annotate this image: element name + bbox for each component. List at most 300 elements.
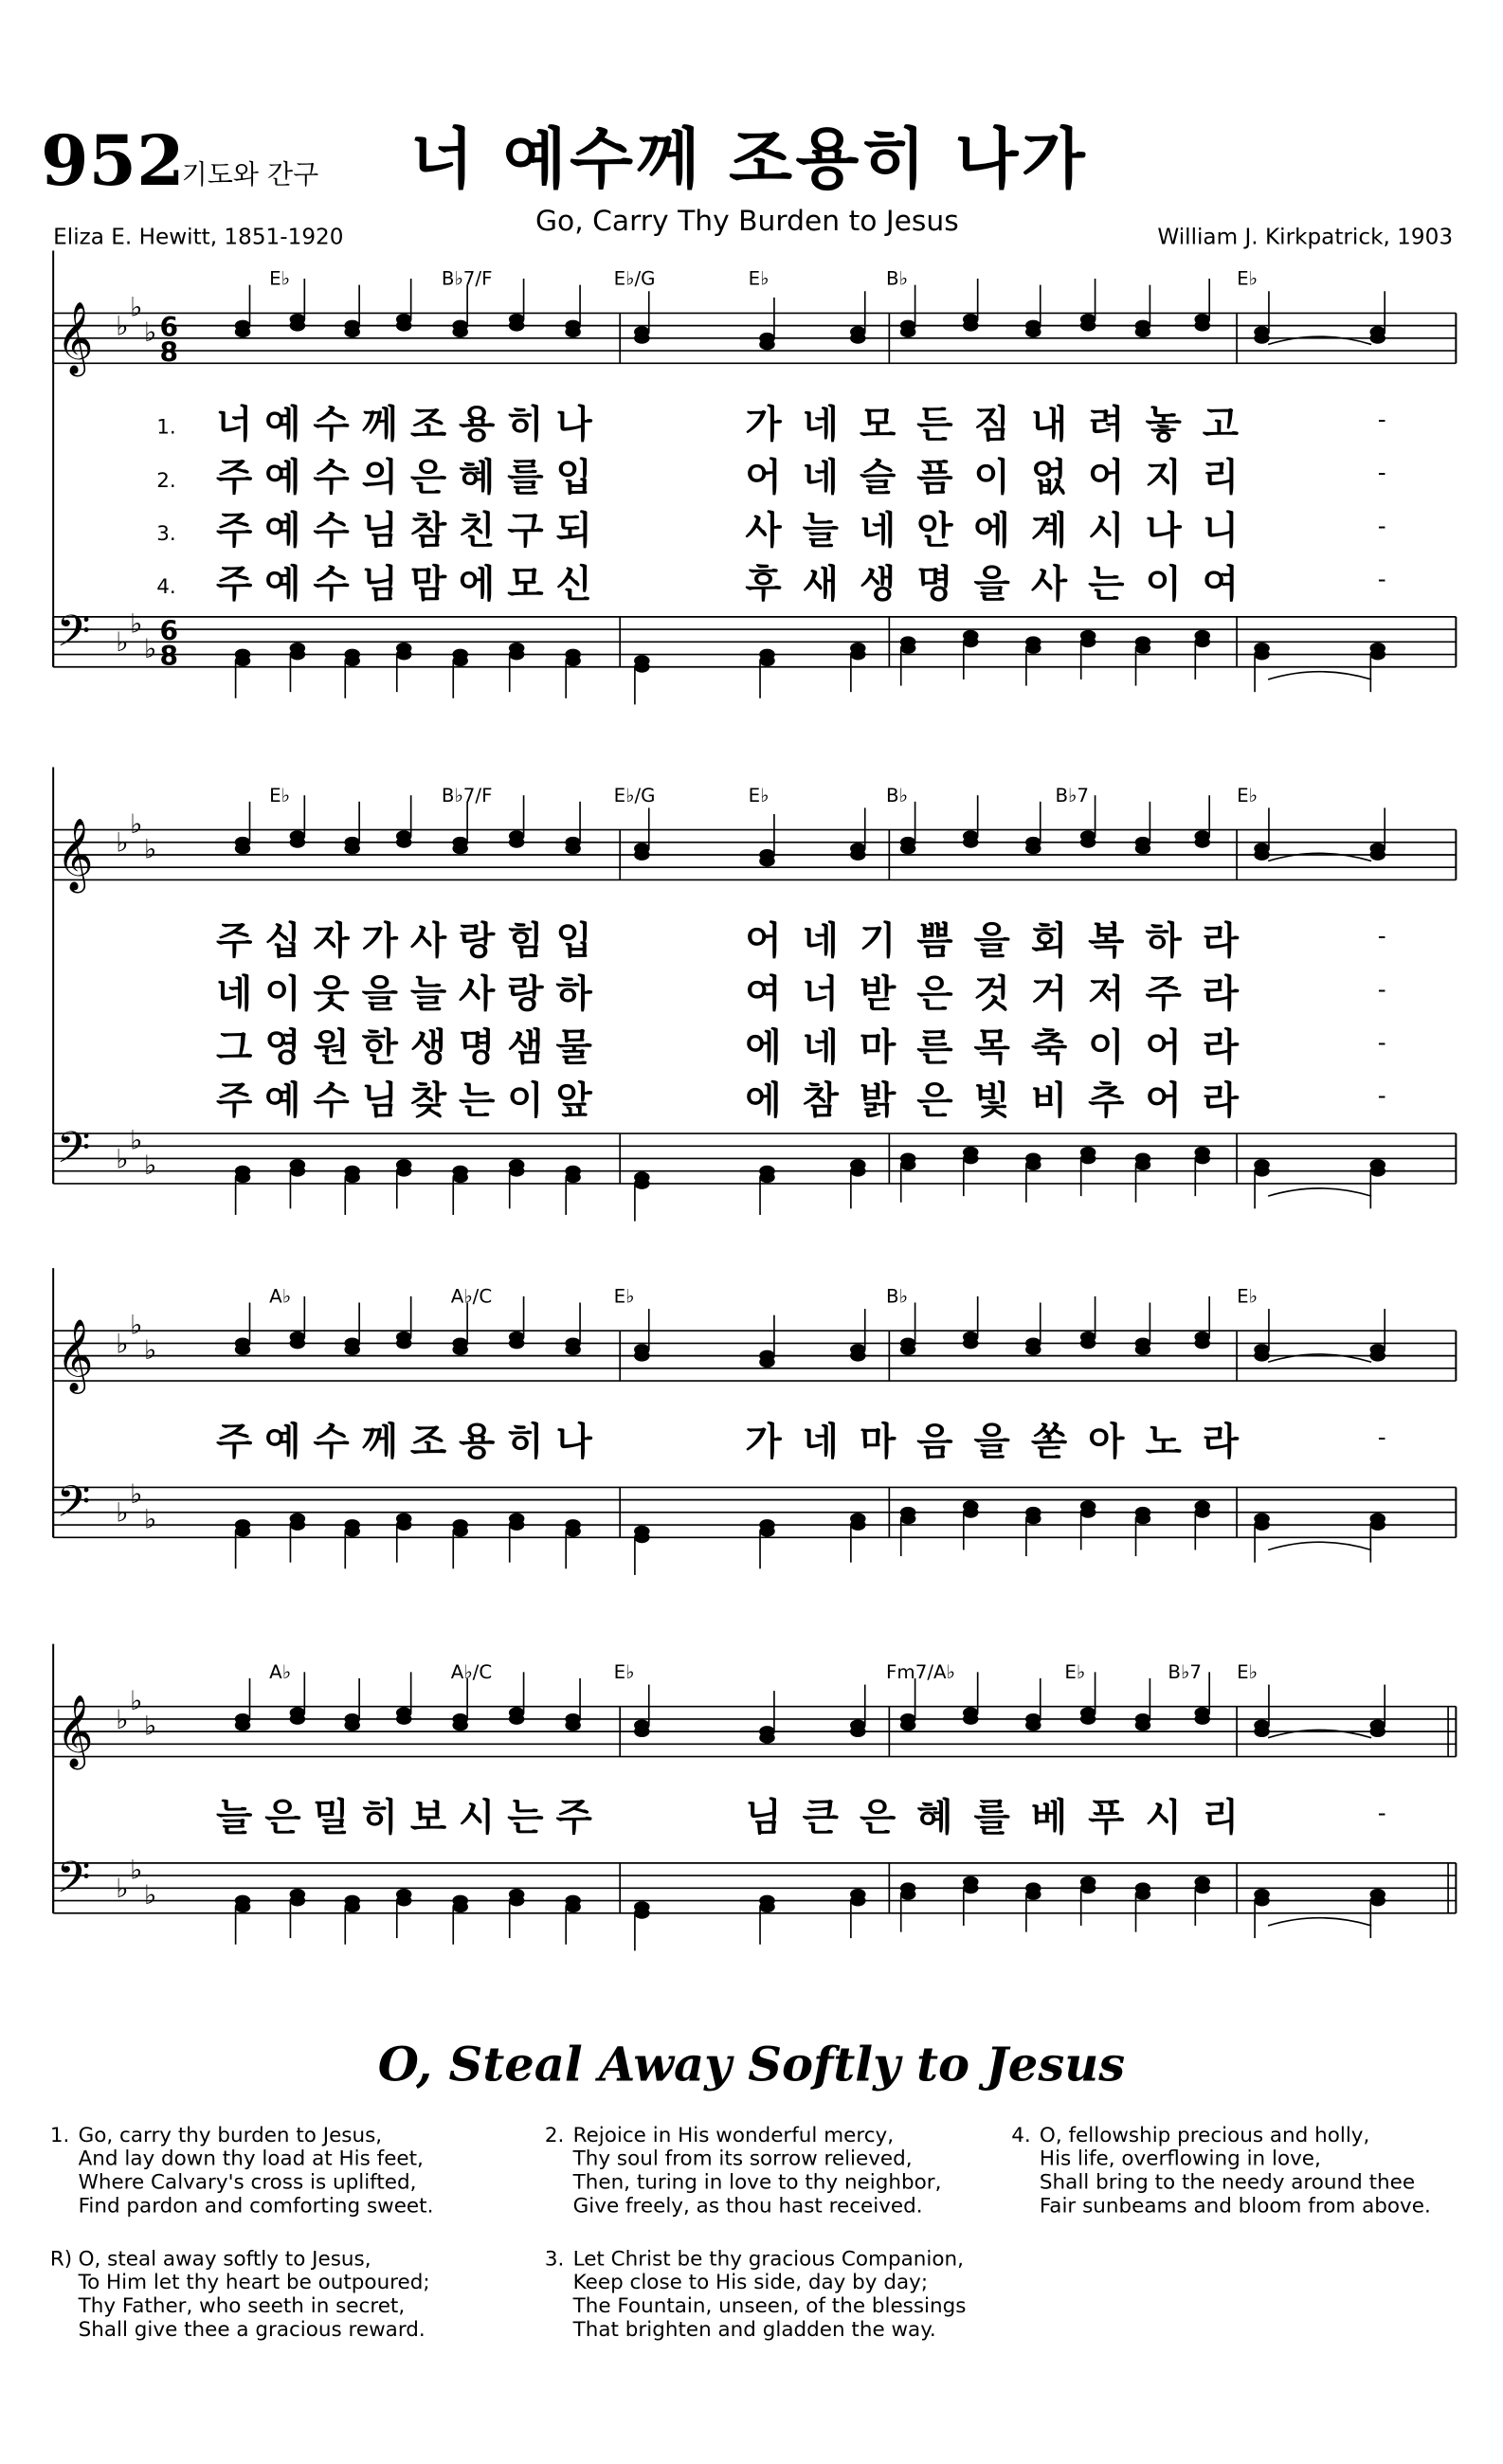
flat-sign-icon: ♭ [116,826,129,859]
lyric-syllable: 모 [507,562,544,607]
lyric-syllable: 되 [555,509,592,553]
notehead [452,1901,468,1912]
notehead [290,320,306,332]
stanza-label: R) [49,2248,73,2273]
notehead [1194,1153,1210,1165]
lyric-syllable: 어 [1145,1025,1182,1070]
notehead [235,326,251,337]
flat-sign-icon: ♭ [130,1854,143,1886]
verse-number: 1. [156,415,176,440]
notehead [1370,1726,1386,1737]
notehead [1080,320,1096,332]
lyric-syllable: 히 [361,1796,398,1840]
stanza-line: His life, overflowing in love, [1039,2147,1321,2172]
notehead [565,1901,581,1912]
lyric-syllable: 라 [1202,919,1240,964]
notehead [290,1713,306,1725]
notehead [396,1337,412,1349]
tie [1268,1188,1371,1196]
chord-symbol: Fm7/A♭ [886,1660,955,1683]
lyric-syllable: 은 [409,456,447,500]
lyric-syllable: 주 [555,1796,592,1840]
notehead [1194,1337,1210,1349]
lyric-syllable: 여 [1202,562,1240,607]
lyric-syllable: 조 [409,1420,447,1464]
lyric-syllable: 안 [916,509,953,553]
chord-symbol: E♭ [1064,1660,1086,1683]
lyric-syllable: 웃 [313,972,350,1017]
chord-symbol: E♭ [748,267,770,290]
notehead [634,1726,650,1737]
notehead [850,333,866,344]
lyric-syllable: 을 [361,972,398,1017]
notehead [509,1713,525,1725]
notehead [396,1713,412,1725]
notehead [452,326,468,337]
lyric-syllable: 히 [507,1420,544,1464]
notehead [396,837,412,848]
notehead [759,1171,775,1183]
notehead [1194,1507,1210,1518]
lyric-syllable: 새 [802,562,839,607]
notehead [1254,1726,1270,1737]
notehead [1135,1159,1151,1170]
lyric-syllable: 를 [973,1796,1010,1840]
lyric-syllable: 내 [1030,402,1068,446]
lyric-syllable: 주 [215,562,253,607]
flat-sign-icon: ♭ [143,1710,157,1742]
notehead [396,649,412,661]
chord-symbol: E♭ [613,1660,635,1683]
notehead [900,1513,916,1524]
stanza-line: O, fellowship precious and holly, [1039,2124,1370,2148]
notehead [1080,1507,1096,1518]
lyric-syllable: 앞 [555,1078,592,1123]
bass-clef-icon: 𝄢 [56,1122,91,1185]
treble-clef-icon: 𝄞 [56,817,94,891]
notehead [1194,1882,1210,1893]
chord-symbol: B♭ [886,267,908,290]
lyric-syllable: 쁨 [916,919,953,964]
lyric-syllable: 의 [361,456,398,500]
notehead [900,1720,916,1731]
lyric-syllable: 맘 [409,562,447,607]
flat-sign-icon: ♭ [143,1503,157,1535]
notehead [235,842,251,854]
lyric-syllable: 조 [409,402,447,446]
lyric-syllable: 시 [459,1796,496,1840]
lyric-syllable: 어 [1088,456,1125,500]
lyric-syllable: 께 [361,402,398,446]
lyric-syllable: 베 [1030,1796,1068,1840]
bass-clef-icon: 𝄢 [56,1852,91,1914]
notehead [1135,1344,1151,1355]
notehead [1135,842,1151,854]
lyric-syllable: 이 [264,972,301,1017]
lyric-syllable: 수 [313,1078,350,1123]
lyric-syllable: 지 [1145,456,1182,500]
stanza-line: O, steal away softly to Jesus, [78,2248,371,2273]
lyric-syllable: 네 [802,1025,839,1070]
notehead [1025,1513,1041,1524]
verse-number: 2. [156,468,176,493]
notehead [565,1171,581,1183]
lyric-syllable: 한 [361,1025,398,1070]
lyric-syllable: 를 [507,456,544,500]
notehead [290,1519,306,1531]
lyric-syllable: 이 [1145,562,1182,607]
time-signature: 6 [159,615,179,647]
lyric-syllable: 시 [1088,509,1125,553]
lyric-syllable: 에 [459,562,496,607]
lyric-syllable: 생 [409,1025,447,1070]
time-signature: 8 [159,641,179,673]
lyric-syllable: 늘 [802,509,839,553]
flat-sign-icon: ♭ [130,1124,143,1156]
notehead [1194,1713,1210,1725]
notehead [344,655,360,666]
flat-sign-icon: ♭ [143,317,157,349]
lyric-syllable: 주 [215,919,253,964]
notehead [509,1337,525,1349]
notehead [1025,1889,1041,1900]
lyric-syllable: 친 [459,509,496,553]
notehead [344,1526,360,1537]
notehead [759,338,775,350]
hyphen-mark: - [1377,922,1386,951]
lyric-syllable: 은 [916,1078,953,1123]
lyric-syllable: 입 [555,919,592,964]
lyric-syllable: 용 [459,1420,496,1464]
notehead [634,1178,650,1189]
lyric-syllable: 네 [215,972,253,1017]
lyric-syllable: 네 [802,456,839,500]
lyric-syllable: 밝 [859,1078,896,1123]
music-score [0,250,1503,2020]
lyric-syllable: 라 [1202,1078,1240,1123]
lyric-syllable: 마 [859,1420,896,1464]
stanza-line: To Him let thy heart be outpoured; [78,2272,430,2295]
notehead [900,1159,916,1170]
lyric-syllable: 이 [1088,1025,1125,1070]
notehead [565,1720,581,1731]
korean-title: 너 예수께 조용히 나가 [409,120,1089,198]
notehead [565,655,581,666]
notehead [963,837,979,848]
lyric-syllable: 혜 [459,456,496,500]
hyphen-mark: - [1377,405,1386,433]
lyric-syllable: 어 [1145,1078,1182,1123]
notehead [396,1166,412,1177]
chord-symbol: E♭ [613,1285,635,1308]
notehead [634,849,650,861]
notehead [759,856,775,867]
flat-sign-icon: ♭ [116,626,129,659]
lyric-syllable: 히 [507,402,544,446]
notehead [1254,1166,1270,1177]
lyric-syllable: 놓 [1145,402,1182,446]
notehead [344,1720,360,1731]
notehead [1135,643,1151,654]
lyric-syllable: 네 [859,509,896,553]
lyric-syllable: 른 [916,1025,953,1070]
lyric-syllable: 님 [745,1796,782,1840]
notehead [963,1337,979,1349]
notehead [634,333,650,344]
lyric-syllable: 너 [215,402,253,446]
notehead [1135,326,1151,337]
flat-sign-icon: ♭ [130,291,143,323]
notehead [850,1166,866,1177]
stanza-line: Shall give thee a gracious reward. [78,2318,426,2343]
stanza-line: That brighten and gladden the way. [572,2318,936,2343]
lyric-syllable: 나 [555,1420,592,1464]
chord-symbol: A♭ [269,1285,292,1308]
lyric-syllable: 수 [313,1420,350,1464]
lyric-syllable: 나 [555,402,592,446]
lyric-syllable: 에 [745,1025,782,1070]
notehead [565,1526,581,1537]
notehead [235,1344,251,1355]
lyric-syllable: 수 [313,562,350,607]
notehead [1254,1350,1270,1362]
lyric-syllable: 은 [916,972,953,1017]
notehead [452,842,468,854]
lyric-syllable: 축 [1030,1025,1068,1070]
notehead [1080,837,1096,848]
chord-symbol: B♭ [886,1285,908,1308]
notehead [1080,1882,1096,1893]
flat-sign-icon: ♭ [143,632,157,664]
flat-sign-icon: ♭ [143,1150,157,1181]
flat-sign-icon: ♭ [130,807,143,840]
notehead [1254,1519,1270,1531]
lyric-syllable: 에 [973,509,1010,553]
notehead [344,1344,360,1355]
english-stanza [544,2248,967,2412]
lyric-syllable: 푸 [1088,1796,1125,1840]
lyric-syllable: 을 [973,919,1010,964]
lyric-syllable: 어 [745,919,782,964]
lyric-syllable: 예 [264,509,301,553]
notehead [1080,1337,1096,1349]
notehead [900,1344,916,1355]
chord-symbol: E♭ [1237,1660,1258,1683]
notehead [1370,1350,1386,1362]
lyric-syllable: 늘 [409,972,447,1017]
chord-symbol: A♭ [269,1660,292,1683]
hyphen-mark: - [1377,975,1386,1004]
lyric-syllable: 리 [1202,456,1240,500]
verse-number: 3. [156,521,176,546]
notehead [1135,1513,1151,1524]
notehead [759,655,775,666]
notehead [634,1908,650,1919]
lyric-syllable: 은 [859,1796,896,1840]
notehead [963,1713,979,1725]
notehead [396,1895,412,1907]
notehead [235,1720,251,1731]
lyric-syllable: 픔 [916,456,953,500]
lyric-syllable: 가 [361,919,398,964]
lyric-syllable: 하 [1145,919,1182,964]
lyric-syllable: 물 [555,1025,592,1070]
flat-sign-icon: ♭ [130,1309,143,1341]
notehead [509,1519,525,1531]
flat-sign-icon: ♭ [130,1684,143,1716]
lyric-syllable: 계 [1030,509,1068,553]
notehead [900,1889,916,1900]
lyric-syllable: 수 [313,456,350,500]
lyric-syllable: 주 [215,456,253,500]
stanza-line: Where Calvary's cross is uplifted, [78,2171,417,2196]
stanza-label: 2. [544,2124,565,2148]
lyric-syllable: 주 [1145,972,1182,1017]
lyric-syllable: 기 [859,919,896,964]
chord-symbol: E♭ [269,784,291,806]
chord-symbol: E♭ [748,784,770,806]
composer-credit: William J. Kirkpatrick, 1903 [1157,225,1454,251]
notehead [900,643,916,654]
notehead [1370,849,1386,861]
lyric-syllable: 사 [1030,562,1068,607]
notehead [565,842,581,854]
stanza-line: Rejoice in His wonderful mercy, [572,2124,895,2148]
chord-symbol: E♭ [1237,1285,1258,1308]
lyric-syllable: 명 [916,562,953,607]
lyric-syllable: 리 [1202,1796,1240,1840]
stanza-line: Keep close to His side, day by day; [572,2272,929,2295]
notehead [1194,837,1210,848]
notehead [1370,333,1386,344]
lyric-syllable: 영 [264,1025,301,1070]
bass-clef-icon: 𝄢 [56,606,91,668]
notehead [344,326,360,337]
lyric-syllable: 랑 [507,972,544,1017]
lyric-syllable: 이 [973,456,1010,500]
hyphen-mark: - [1377,1081,1386,1110]
stanza-label: 4. [1011,2124,1031,2148]
notehead [850,1726,866,1737]
stanza-label: 1. [49,2124,70,2148]
notehead [634,1350,650,1362]
lyric-syllable: 큰 [802,1796,839,1840]
notehead [1025,1720,1041,1731]
notehead [452,1526,468,1537]
lyric-syllable: 랑 [459,919,496,964]
lyric-syllable: 그 [215,1025,253,1070]
chord-symbol: B♭7/F [441,784,493,806]
lyric-syllable: 수 [313,509,350,553]
flat-sign-icon: ♭ [116,1703,129,1735]
lyric-syllable: 용 [459,402,496,446]
lyric-syllable: 주 [215,509,253,553]
notehead [1135,1889,1151,1900]
lyric-syllable: 이 [507,1078,544,1123]
lyric-syllable: 어 [745,456,782,500]
lyric-syllable: 님 [361,1078,398,1123]
hyphen-mark: - [1377,512,1386,540]
notehead [290,649,306,661]
notehead [963,1882,979,1893]
notehead [850,1895,866,1907]
stanza-line: Thy soul from its sorrow relieved, [572,2147,913,2172]
lyric-syllable: 네 [802,402,839,446]
chord-symbol: B♭ [886,784,908,806]
notehead [452,1720,468,1731]
lyric-syllable: 을 [973,562,1010,607]
notehead [509,1895,525,1907]
lyric-syllable: 생 [859,562,896,607]
hymn-number: 952 [40,121,185,203]
lyric-syllable: 모 [859,402,896,446]
lyric-syllable: 에 [745,1078,782,1123]
lyric-syllable: 님 [361,562,398,607]
lyric-syllable: 짐 [973,402,1010,446]
notehead [344,842,360,854]
notehead [290,1166,306,1177]
lyric-syllable: 목 [973,1025,1010,1070]
notehead [850,1350,866,1362]
lyric-syllable: 늘 [215,1796,253,1840]
notehead [452,655,468,666]
flat-sign-icon: ♭ [130,607,143,640]
lyric-syllable: 입 [555,456,592,500]
lyric-syllable: 을 [973,1420,1010,1464]
hyphen-mark: - [1377,565,1386,593]
english-refrain [49,2248,430,2412]
notehead [1370,1519,1386,1531]
lyric-syllable: 려 [1088,402,1125,446]
treble-clef-icon: 𝄞 [56,1318,94,1392]
lyric-syllable: 여 [745,972,782,1017]
notehead [850,1519,866,1531]
lyric-syllable: 노 [1145,1420,1182,1464]
notehead [1254,333,1270,344]
lyric-syllable: 예 [264,456,301,500]
notehead [235,1526,251,1537]
hyphen-mark: - [1377,1799,1386,1827]
notehead [1080,1153,1096,1165]
lyric-syllable: 는 [459,1078,496,1123]
lyric-syllable: 보 [409,1796,447,1840]
notehead [396,320,412,332]
lyric-syllable: 밀 [313,1796,350,1840]
lyric-syllable: 든 [916,402,953,446]
treble-clef-icon: 𝄞 [56,300,94,374]
english-subtitle: Go, Carry Thy Burden to Jesus [534,205,959,239]
lyric-syllable: 수 [313,402,350,446]
notehead [452,1344,468,1355]
stanza-line: Shall bring to the needy around thee [1039,2171,1416,2196]
notehead [1194,636,1210,647]
lyric-syllable: 쏟 [1030,1420,1068,1464]
notehead [1254,649,1270,661]
flat-sign-icon: ♭ [116,1143,129,1175]
notehead [290,1337,306,1349]
lyric-syllable: 구 [507,509,544,553]
notehead [1194,320,1210,332]
lyric-syllable: 라 [1202,1025,1240,1070]
chord-symbol: E♭/G [613,267,656,290]
notehead [963,636,979,647]
lyric-syllable: 없 [1030,456,1068,500]
notehead [1080,1713,1096,1725]
lyric-syllable: 사 [745,509,782,553]
time-signature: 8 [159,336,179,369]
notehead [344,1901,360,1912]
lyric-syllable: 라 [1202,1420,1240,1464]
